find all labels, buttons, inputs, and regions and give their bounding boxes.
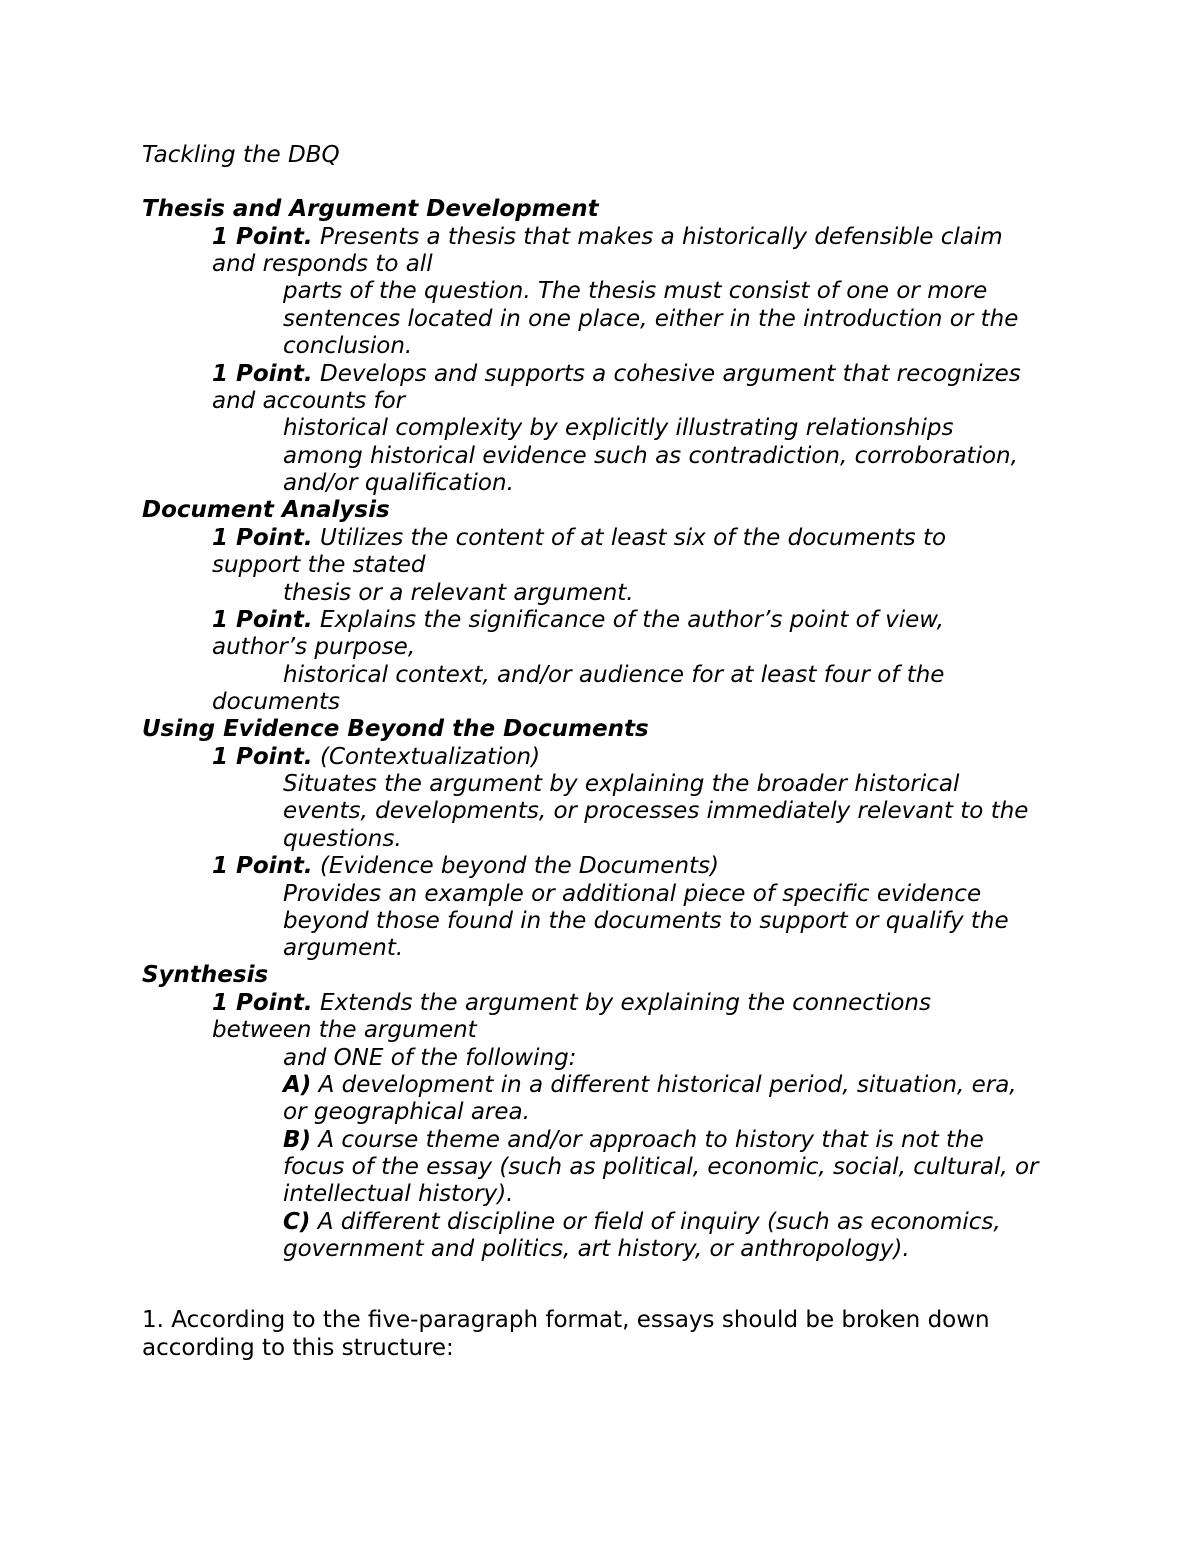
option-label: A) xyxy=(283,1072,312,1098)
point-text: (Contextualization) xyxy=(312,744,541,770)
thesis-point-1-line-5: conclusion. xyxy=(283,333,413,359)
synthesis-point-line-3: and ONE of the following: xyxy=(283,1045,577,1071)
evidence-point-2-line-4: argument. xyxy=(283,935,404,961)
section-heading-document-analysis: Document Analysis xyxy=(142,497,390,523)
point-text: Develops and supports a cohesive argument that recognizes xyxy=(312,361,1021,387)
point-label: 1 Point. xyxy=(212,744,313,770)
document-point-2-line-2: author’s purpose, xyxy=(212,634,416,660)
document-point-2-line-3: historical context, and/or audience for at least four of the xyxy=(283,662,945,688)
thesis-point-1-line-3: parts of the question. The thesis must consist of one or more xyxy=(283,278,988,304)
section-heading-thesis: Thesis and Argument Development xyxy=(142,196,599,222)
point-label: 1 Point. xyxy=(212,361,313,387)
document-title: Tackling the DBQ xyxy=(142,142,340,168)
point-text: Explains the significance of the author’s point of view, xyxy=(312,607,944,633)
document-point-1-line-2: support the stated xyxy=(212,552,426,578)
synthesis-option-b-line-3: intellectual history). xyxy=(283,1181,514,1207)
thesis-point-2-line-3: historical complexity by explicitly illustrating relationships xyxy=(283,415,954,441)
document-point-1-line-1 xyxy=(212,525,946,552)
option-label: B) xyxy=(283,1127,312,1153)
synthesis-option-c-line-1 xyxy=(283,1209,1001,1236)
thesis-point-2-line-5: and/or qualification. xyxy=(283,470,514,496)
evidence-point-1-line-1 xyxy=(212,744,540,771)
point-label: 1 Point. xyxy=(212,525,313,551)
option-text: A development in a different historical period, situation, era, xyxy=(311,1072,1017,1098)
thesis-point-1-line-2: and responds to all xyxy=(212,251,433,277)
point-label: 1 Point. xyxy=(212,853,313,879)
synthesis-point-line-1 xyxy=(212,990,931,1017)
option-text: A different discipline or field of inquiry (such as economics, xyxy=(310,1209,1001,1235)
section-heading-evidence: Using Evidence Beyond the Documents xyxy=(142,716,649,742)
question-line-2: according to this structure: xyxy=(142,1335,454,1361)
synthesis-option-c-line-2: government and politics, art history, or anthropology). xyxy=(283,1236,910,1262)
evidence-point-2-line-2: Provides an example or additional piece of specific evidence xyxy=(283,881,982,907)
synthesis-option-a-line-2: or geographical area. xyxy=(283,1099,530,1125)
document-point-1-line-3: thesis or a relevant argument. xyxy=(283,580,634,606)
point-label: 1 Point. xyxy=(212,224,313,250)
point-text: (Evidence beyond the Documents) xyxy=(312,853,720,879)
evidence-point-1-line-3: events, developments, or processes immediately relevant to the xyxy=(283,798,1029,824)
evidence-point-2-line-1 xyxy=(212,853,719,880)
evidence-point-1-line-2: Situates the argument by explaining the broader historical xyxy=(283,771,960,797)
synthesis-option-b-line-2: focus of the essay (such as political, economic, social, cultural, or xyxy=(283,1154,1039,1180)
thesis-point-2-line-2: and accounts for xyxy=(212,388,406,414)
point-text: Presents a thesis that makes a historically defensible claim xyxy=(312,224,1003,250)
document-point-2-line-1 xyxy=(212,607,944,634)
option-label: C) xyxy=(283,1209,311,1235)
thesis-point-2-line-4: among historical evidence such as contradiction, corroboration, xyxy=(283,443,1018,469)
evidence-point-1-line-4: questions. xyxy=(283,826,402,852)
point-text: Utilizes the content of at least six of the documents to xyxy=(312,525,947,551)
point-text: Extends the argument by explaining the connections xyxy=(312,990,931,1016)
document-point-2-line-4: documents xyxy=(212,689,341,715)
synthesis-point-line-2: between the argument xyxy=(212,1017,477,1043)
section-heading-synthesis: Synthesis xyxy=(142,962,269,988)
question-line-1: 1. According to the five-paragraph format, essays should be broken down xyxy=(142,1307,990,1333)
synthesis-option-a-line-1 xyxy=(283,1072,1017,1099)
synthesis-option-b-line-1 xyxy=(283,1127,984,1154)
point-label: 1 Point. xyxy=(212,990,313,1016)
thesis-point-2-line-1 xyxy=(212,361,1021,388)
evidence-point-2-line-3: beyond those found in the documents to support or qualify the xyxy=(283,908,1009,934)
thesis-point-1-line-4: sentences located in one place, either in the introduction or the xyxy=(283,306,1019,332)
option-text: A course theme and/or approach to history that is not the xyxy=(311,1127,984,1153)
point-label: 1 Point. xyxy=(212,607,313,633)
thesis-point-1-line-1 xyxy=(212,224,1003,251)
